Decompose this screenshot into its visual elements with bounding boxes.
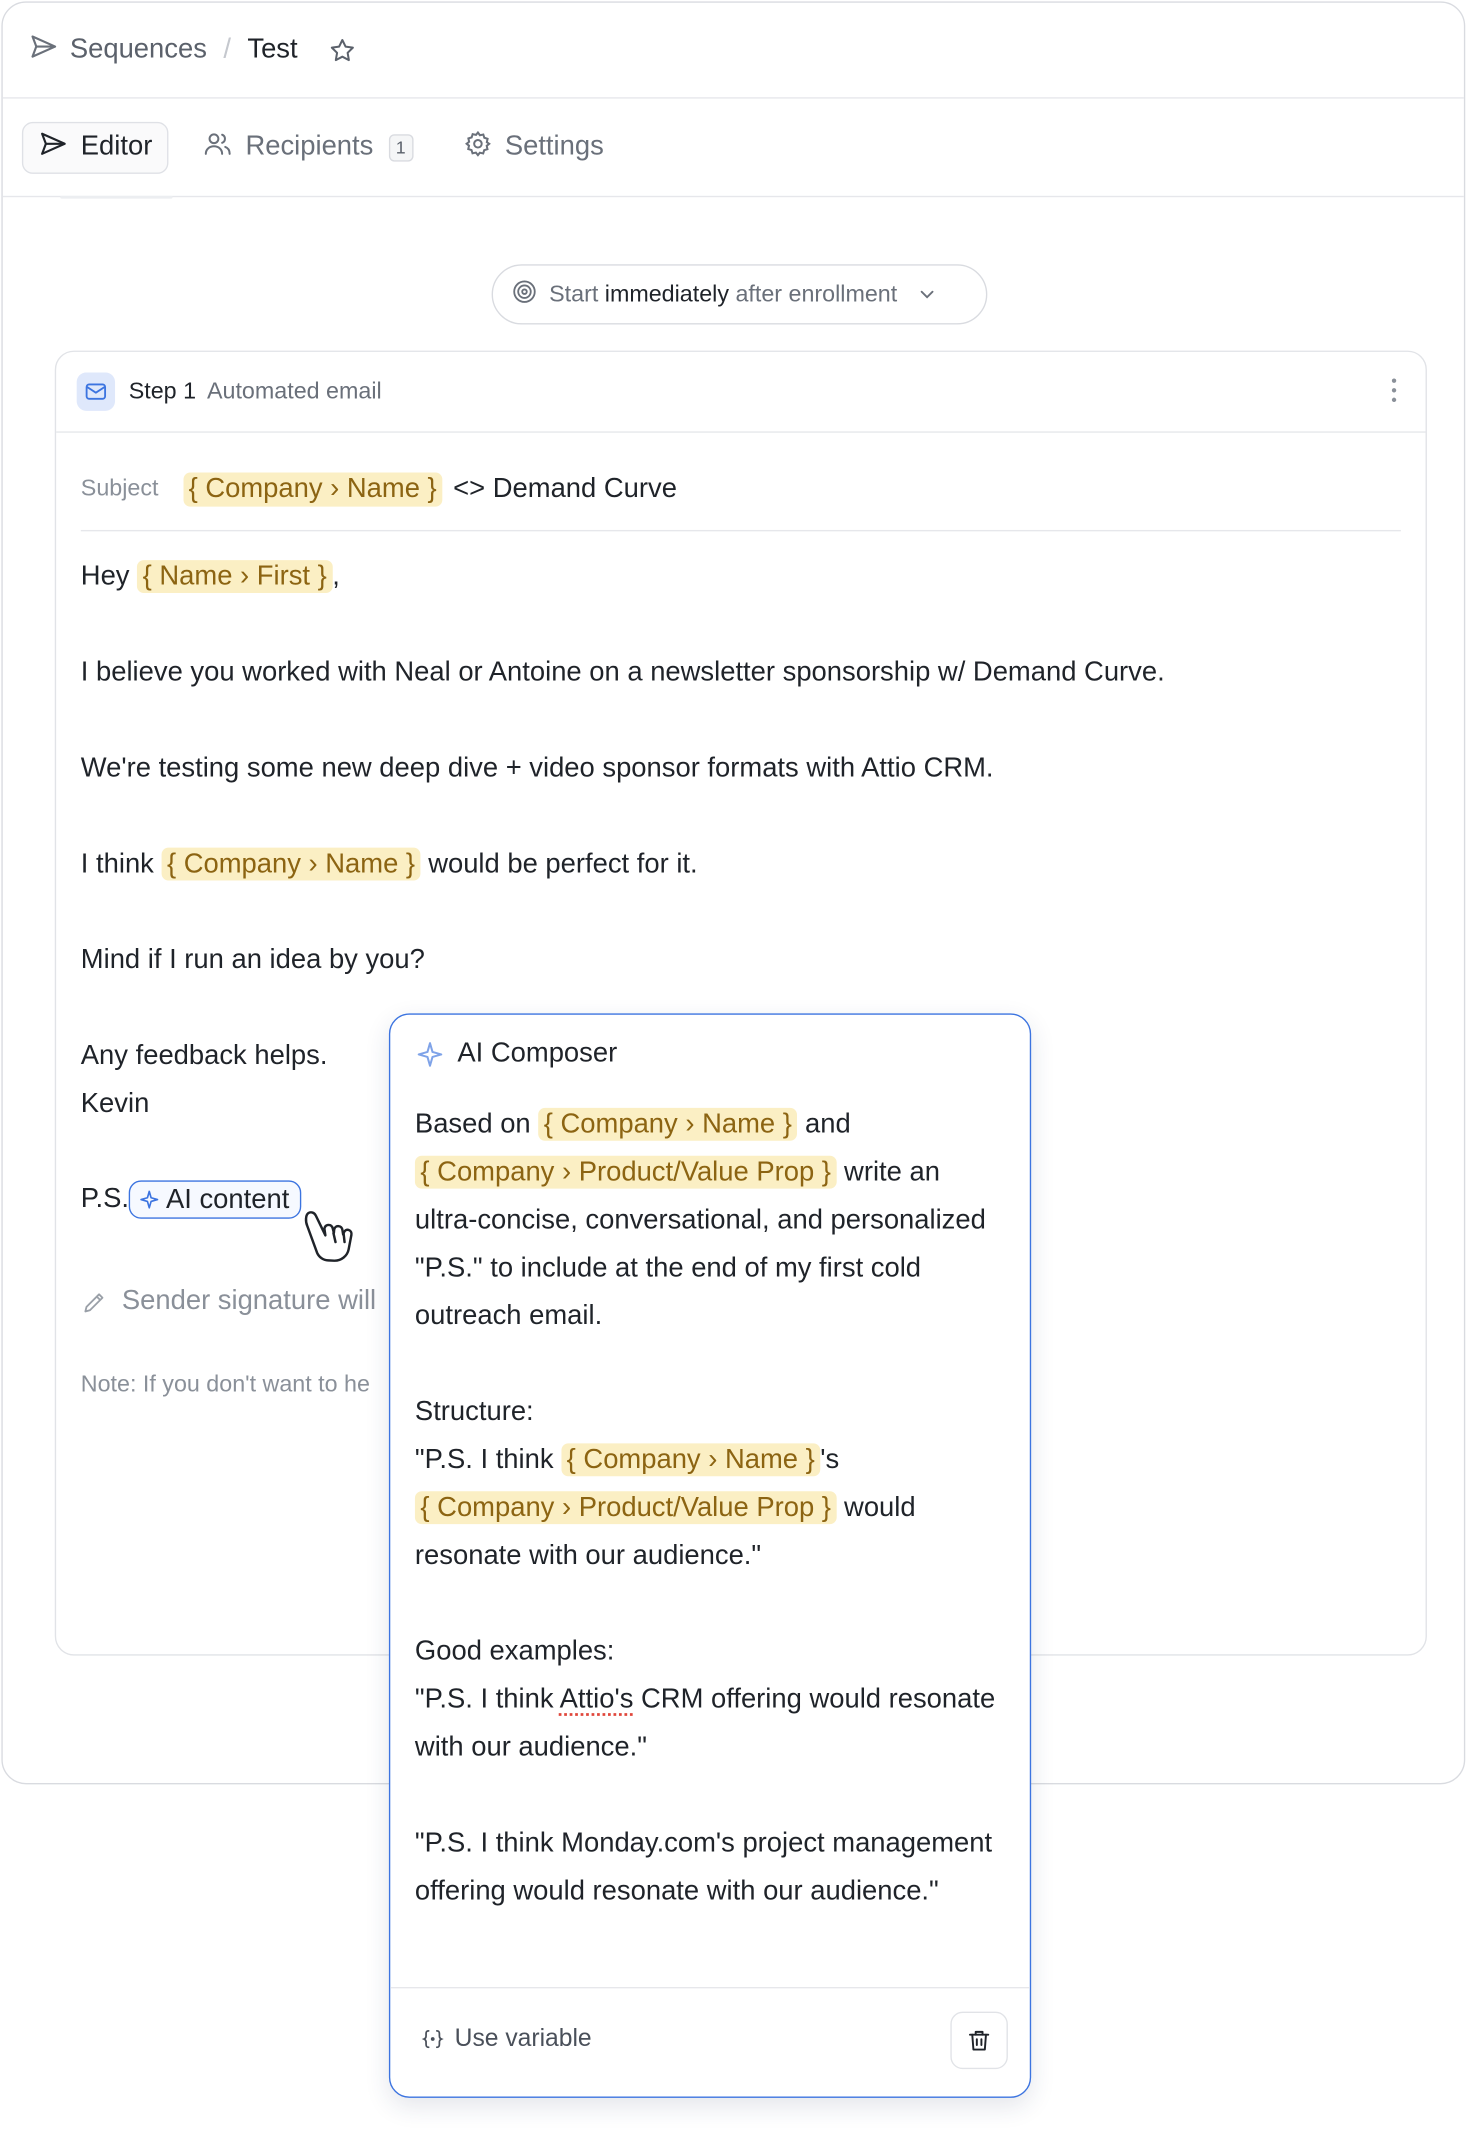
sparkle-icon bbox=[415, 1039, 445, 1069]
hand-cursor-icon bbox=[294, 1202, 368, 1283]
trigger-text-start: Start bbox=[549, 280, 599, 307]
ai-composer-footer bbox=[390, 1987, 1030, 2097]
users-icon bbox=[203, 128, 233, 166]
tab-editor[interactable] bbox=[22, 121, 169, 173]
body-line-company[interactable] bbox=[81, 849, 698, 880]
prompt-text: CRM offering would resonate with our audience." bbox=[414, 1684, 996, 1763]
signature-note bbox=[81, 1286, 376, 1317]
ps-line[interactable] bbox=[81, 1180, 302, 1218]
trigger-text-timing: immediately bbox=[604, 280, 729, 307]
footer-note: Note: If you don't want to he bbox=[80, 1370, 370, 1397]
breadcrumb-sequences[interactable]: Sequences bbox=[69, 34, 207, 65]
step-name: Step 1 bbox=[128, 377, 197, 404]
subject-row[interactable] bbox=[81, 448, 1401, 532]
prompt-text: "P.S. I think bbox=[414, 1444, 554, 1475]
signoff-line[interactable]: Kevin bbox=[80, 1088, 150, 1119]
sparkle-icon bbox=[139, 1189, 161, 1211]
company-name-variable[interactable]: { Company › Name } bbox=[538, 1108, 797, 1141]
body-text: I think bbox=[80, 849, 154, 880]
more-options-icon[interactable] bbox=[1390, 377, 1398, 411]
tab-bar bbox=[3, 99, 1464, 198]
prompt-text: 's bbox=[820, 1444, 840, 1475]
breadcrumb-current: Test bbox=[247, 34, 298, 65]
ai-content-label: AI content bbox=[165, 1183, 290, 1214]
step-type: Automated email bbox=[206, 377, 382, 404]
prompt-examples-title: Good examples: bbox=[414, 1636, 615, 1667]
greeting-text: Hey bbox=[80, 561, 130, 592]
prompt-paragraph bbox=[415, 1101, 1004, 1341]
prompt-text: would resonate with our audience." bbox=[414, 1492, 916, 1571]
first-name-variable[interactable]: { Name › First } bbox=[137, 560, 332, 593]
star-icon[interactable] bbox=[328, 35, 358, 65]
product-value-prop-variable[interactable]: { Company › Product/Value Prop } bbox=[415, 1156, 836, 1189]
body-line[interactable]: I believe you worked with Neal or Antoine on a newsletter sponsorship w/ Demand Curve. bbox=[80, 657, 1165, 688]
ai-composer-popover[interactable] bbox=[389, 1013, 1031, 2098]
body-line[interactable]: Mind if I run an idea by you? bbox=[80, 944, 425, 976]
start-trigger-dropdown[interactable] bbox=[492, 264, 988, 324]
target-icon bbox=[511, 277, 538, 311]
mail-icon bbox=[77, 372, 115, 410]
trigger-text-after: after enrollment bbox=[735, 280, 898, 307]
tab-recipients-label: Recipients bbox=[245, 131, 374, 162]
prompt-text: write an ultra-concise, conversational, and personalized "P.S." to include at the end of my first cold outreach email. bbox=[414, 1157, 986, 1332]
prompt-text: and bbox=[804, 1109, 851, 1140]
send-icon bbox=[38, 128, 68, 166]
prompt-structure-title: Structure: bbox=[414, 1396, 534, 1427]
subject-label: Subject bbox=[80, 475, 159, 502]
prompt-text: Based on bbox=[414, 1109, 531, 1140]
greeting-comma: , bbox=[332, 561, 340, 592]
tab-editor-label: Editor bbox=[80, 131, 153, 162]
send-icon bbox=[29, 31, 59, 69]
company-name-variable[interactable]: { Company › Name } bbox=[561, 1443, 820, 1476]
trash-icon bbox=[965, 2027, 992, 2054]
active-tab-indicator bbox=[60, 196, 172, 199]
gear-icon bbox=[462, 128, 492, 166]
chevron-down-icon bbox=[916, 283, 938, 305]
body-line[interactable]: We're testing some new deep dive + video sponsor formats with Attio CRM. bbox=[80, 753, 994, 784]
signature-note-text: Sender signature will bbox=[121, 1285, 377, 1316]
variable-braces-icon bbox=[420, 2026, 445, 2051]
greeting-line[interactable] bbox=[81, 561, 340, 592]
prompt-paragraph bbox=[415, 1676, 1004, 1772]
breadcrumb-separator: / bbox=[223, 34, 231, 65]
body-line[interactable]: Any feedback helps. bbox=[80, 1040, 328, 1071]
ai-composer-title: AI Composer bbox=[457, 1038, 618, 1069]
use-variable-label: Use variable bbox=[454, 2023, 592, 2052]
top-bar bbox=[3, 3, 1464, 99]
ai-composer-prompt[interactable] bbox=[415, 1101, 1004, 1916]
step-header bbox=[56, 352, 1425, 433]
body-text: would be perfect for it. bbox=[428, 849, 698, 880]
use-variable-button[interactable] bbox=[420, 2024, 591, 2053]
tab-recipients[interactable] bbox=[188, 121, 428, 173]
recipients-count-badge: 1 bbox=[388, 134, 413, 161]
product-value-prop-variable[interactable]: { Company › Product/Value Prop } bbox=[415, 1491, 836, 1524]
tab-settings-label: Settings bbox=[504, 131, 604, 162]
pencil-icon bbox=[81, 1288, 108, 1315]
prompt-paragraph bbox=[415, 1437, 1004, 1581]
delete-button[interactable] bbox=[950, 2012, 1008, 2070]
ai-composer-header bbox=[415, 1038, 617, 1069]
ai-content-chip[interactable] bbox=[129, 1180, 302, 1218]
prompt-paragraph: "P.S. I think Monday.com's project management offering would resonate with our audience." bbox=[414, 1828, 993, 1907]
subject-variable-chip[interactable]: { Company › Name } bbox=[183, 472, 442, 506]
company-name-variable[interactable]: { Company › Name } bbox=[161, 848, 420, 881]
tab-settings[interactable] bbox=[447, 121, 619, 173]
subject-text: <> Demand Curve bbox=[453, 473, 677, 504]
ps-prefix: P.S. bbox=[80, 1183, 130, 1214]
prompt-text: "P.S. I think bbox=[414, 1684, 554, 1715]
spellcheck-word: Attio's bbox=[559, 1684, 634, 1715]
